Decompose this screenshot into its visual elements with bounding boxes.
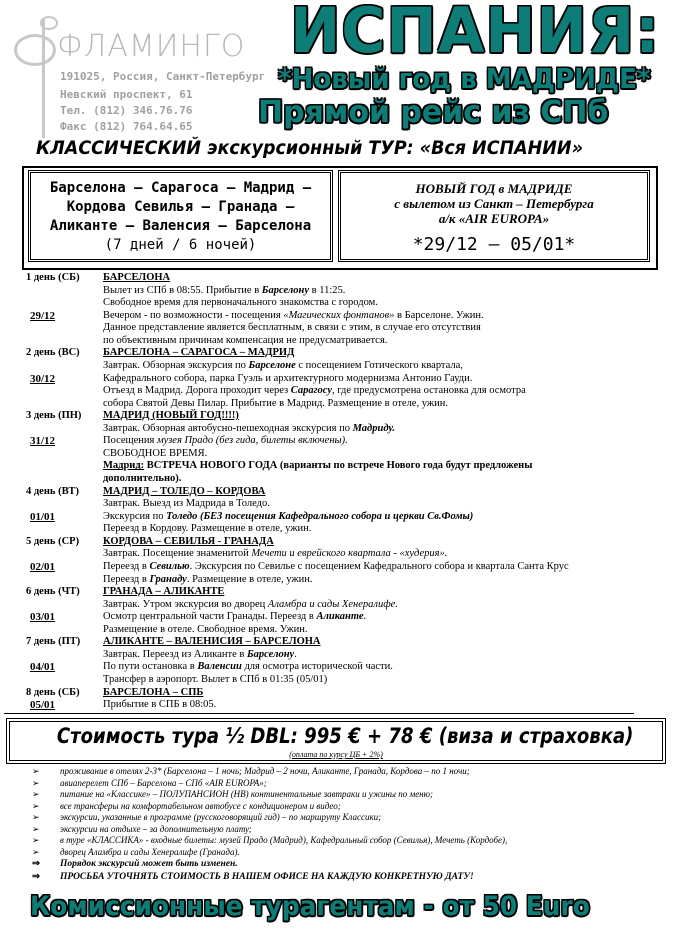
list-item xyxy=(32,812,662,824)
line-text: Трансфер в аэропорт. Вылет в СПб в 01:35 (05/01) xyxy=(103,674,328,685)
day-header-row xyxy=(0,687,674,700)
itinerary-line xyxy=(0,561,674,574)
title: ИСПАНИЯ: xyxy=(290,0,661,67)
price-box xyxy=(6,718,666,764)
day-title: БАРСЕЛОНА – САРАГОСА – МАДРИД xyxy=(103,347,295,359)
subtitle: *Новый год в МАДРИДЕ* xyxy=(278,62,651,95)
itinerary-line xyxy=(0,310,674,323)
line-text xyxy=(103,548,447,561)
itinerary-line xyxy=(0,661,674,674)
warning-item xyxy=(32,871,662,884)
itinerary-line xyxy=(0,599,674,612)
logo-flamingo-head-icon xyxy=(40,16,58,30)
item-text: экскурсии на отдыхе – за дополнительную плату; xyxy=(60,823,252,834)
text-segment: Отъезд в Мадрид. Дорога проходит через xyxy=(103,385,291,397)
itinerary-line xyxy=(0,435,674,448)
ny-line: НОВЫЙ ГОД в МАДРИДЕ xyxy=(415,181,573,196)
text-segment: в Барселоне. Ужин. xyxy=(394,309,484,321)
bullet-arrow-icon: ➢ xyxy=(32,823,40,834)
itinerary-line xyxy=(0,322,674,335)
day-date: 29/12 xyxy=(30,309,56,322)
text-segment: Вылет из СПб в 08:55. Прибытие в xyxy=(103,284,262,296)
line-text xyxy=(103,423,395,436)
text-segment: Переезд в xyxy=(103,573,150,585)
bullet-arrow-icon: ➢ xyxy=(32,846,40,857)
text-segment: Завтрак. Обзорная автобусно-пешеходная экскурсия по xyxy=(103,422,353,434)
text-segment: ВСТРЕЧА НОВОГО ГОДА (варианты по встрече Нового года будут предложены xyxy=(144,460,533,472)
day-title: МАДРИД – ТОЛЕДО – КОРДОВА xyxy=(103,485,266,497)
line-text xyxy=(103,661,393,674)
text-segment: дополнительно). xyxy=(103,473,182,484)
line-text: СВОБОДНОЕ ВРЕМЯ. xyxy=(103,447,208,459)
bullet-arrow-icon: ➢ xyxy=(32,766,40,776)
logo-flamingo-body-icon xyxy=(14,34,56,66)
divider xyxy=(4,713,634,714)
text-segment: Мадриду. xyxy=(352,422,396,434)
itinerary-line xyxy=(0,624,674,637)
price: Стоимость тура ½ DBL: 995 € + 78 € (виза и страховка) xyxy=(56,724,634,748)
text-segment: Завтрак. Переезд из Аликанте в xyxy=(103,648,247,660)
ny-line: с вылетом из Санкт – Петербурга xyxy=(394,196,594,211)
text-segment: Посещения xyxy=(103,435,157,447)
text-segment: Экскурсия по xyxy=(103,510,167,522)
tour-dates: *29/12 – 05/01* xyxy=(412,234,576,255)
day-label: 4 день (ВТ) xyxy=(26,485,79,497)
itinerary-line xyxy=(0,649,674,662)
itinerary-line xyxy=(0,335,674,348)
day-header-row xyxy=(0,636,674,649)
itinerary-line xyxy=(0,285,674,298)
text-segment: Гранаду xyxy=(149,573,187,585)
bullet-arrow-icon: ➢ xyxy=(32,800,40,811)
day-date: 02/01 xyxy=(30,560,56,573)
includes-list xyxy=(32,766,662,884)
agent-commission: Комиссионные турагентам - от 50 Euro xyxy=(30,891,590,922)
bullet-arrow-icon: ➢ xyxy=(32,789,40,799)
day-label: 2 день (ВС) xyxy=(26,347,80,359)
line-text: Размещение в отеле. Свободное время. Ужин. xyxy=(103,623,308,635)
line-text xyxy=(103,611,366,624)
line-text xyxy=(103,360,463,373)
logo-brand: ФЛАМИНГО xyxy=(57,29,246,64)
line-text xyxy=(103,561,569,574)
list-item xyxy=(32,824,662,836)
bullet-arrow-icon: ➢ xyxy=(32,777,40,788)
day-title: БАРСЕЛОНА xyxy=(103,272,171,283)
day-label: 8 день (СБ) xyxy=(26,686,80,698)
route-line: Аликанте – Валенсия – Барселона xyxy=(49,218,312,234)
day-date: 31/12 xyxy=(30,435,56,448)
text-segment: Переезд в xyxy=(103,560,150,572)
itinerary-line xyxy=(0,611,674,624)
text-segment: Мечети и еврейского квартала - «худерия». xyxy=(251,548,448,560)
day-label: 5 день (СР) xyxy=(26,535,80,547)
day-date: 03/01 xyxy=(30,611,56,624)
text-segment: Мадрид: xyxy=(103,460,145,472)
text-segment: Барселону xyxy=(246,648,295,660)
line-text xyxy=(103,435,348,448)
line-text: собора Святой Девы Пилар. Прибытие в Мадрид. Размещение в отеле, ужин. xyxy=(103,397,448,409)
text-segment: Барселоне xyxy=(248,359,296,371)
itinerary-line xyxy=(0,423,674,436)
text-segment: Вечером - по возможности - посещения xyxy=(103,309,284,321)
line-text: Свободное время для первоначального знакомства с городом. xyxy=(103,297,378,309)
day-label: 3 день (ПН) xyxy=(26,410,82,422)
text-segment: Осмотр центральной части Гранады. Переезд в xyxy=(103,611,317,623)
day-date: 05/01 xyxy=(30,699,56,712)
route-box xyxy=(28,170,333,262)
day-label: 1 день (СБ) xyxy=(26,272,80,283)
item-text: в туре «КЛАССИКА» - входные билеты: музей Прадо (Мадрид), Кафедральный собор (Севилья), Мечеть (Кордобе), xyxy=(60,835,508,845)
day-title: ГРАНАДА – АЛИКАНТЕ xyxy=(103,586,225,598)
line-text xyxy=(103,599,398,612)
itinerary-line xyxy=(0,385,674,398)
line-text xyxy=(103,649,297,662)
line-text xyxy=(103,460,532,473)
item-text: проживание в отелях 2-3* (Барселона – 1 ночь; Мадрид – 2 ночи, Аликанте, Гранада, Кордова – по 1 ночи; xyxy=(60,766,470,776)
day-header-row xyxy=(0,347,674,360)
itinerary-line xyxy=(0,473,674,486)
day-date: 01/01 xyxy=(30,510,56,523)
itinerary xyxy=(0,272,674,712)
duration: (7 дней / 6 ночей) xyxy=(104,237,257,253)
text-segment: «Магических фонтанов» xyxy=(283,309,395,321)
text-segment: Завтрак. Утром экскурсия во дворец xyxy=(103,598,268,610)
text-segment: музея Прадо (без гида, билеты включены). xyxy=(156,435,348,447)
itinerary-line xyxy=(0,523,674,536)
line-text xyxy=(103,310,484,323)
itinerary-line xyxy=(0,699,674,712)
list-item xyxy=(32,835,662,847)
flight-info: Прямой рейс из СПб xyxy=(258,95,609,130)
item-text: авиаперелет СПб – Барселона – СПб «AIR EUROPA»; xyxy=(60,777,267,788)
day-date: 04/01 xyxy=(30,661,56,674)
day-title: АЛИКАНТЕ – ВАЛЕНИСИЯ – БАРСЕЛОНА xyxy=(103,636,321,648)
itinerary-line xyxy=(0,674,674,687)
day-header-row xyxy=(0,586,674,599)
line-text xyxy=(103,574,312,587)
itinerary-line xyxy=(0,511,674,524)
itinerary-line xyxy=(0,548,674,561)
line-text: Переезд в Кордову. Размещение в отеле, ужин. xyxy=(103,523,312,535)
itinerary-line xyxy=(0,398,674,411)
phone: Тел. (812) 346.76.76 xyxy=(60,104,193,117)
day-label: 7 день (ПТ) xyxy=(26,636,81,648)
text-segment: . Размещение в отеле, ужин. xyxy=(186,573,313,585)
itinerary-line xyxy=(0,297,674,310)
text-segment: Валенсии xyxy=(197,661,242,673)
text-segment: с посещением Готического квартала, xyxy=(295,359,463,371)
day-title: МАДРИД (НОВЫЙ ГОД!!!!) xyxy=(103,410,239,422)
text-segment: Завтрак. Обзорная экскурсия по xyxy=(103,359,249,371)
day-header-row xyxy=(0,272,674,285)
list-item xyxy=(32,847,662,859)
route-line: Барселона – Сарагоса – Мадрид – xyxy=(49,180,312,196)
address-line: 191025, Россия, Санкт-Петербург xyxy=(60,70,266,83)
text-segment: Сарагосу xyxy=(290,385,332,397)
day-header-row xyxy=(0,536,674,549)
text-segment: . Экскурсия по Севилье с посещением Кафедрального собора и квартала Санта Крус xyxy=(189,560,569,572)
price-note: (оплата по курсу ЦБ + 2%) xyxy=(289,750,383,759)
day-header-row xyxy=(0,410,674,423)
itinerary-line xyxy=(0,498,674,511)
bullet-arrow-icon: ➢ xyxy=(32,835,40,845)
itinerary-line xyxy=(0,448,674,461)
bullet-arrow-icon: ➢ xyxy=(32,812,40,822)
fax: Факс (812) 764.64.65 xyxy=(60,120,193,133)
line-text xyxy=(103,473,181,486)
list-item xyxy=(32,766,662,778)
text-segment: Севилью xyxy=(149,560,190,572)
text-segment: для осмотра исторической части. xyxy=(241,661,393,673)
double-arrow-icon: ⇒ xyxy=(32,859,40,869)
double-arrow-icon: ⇒ xyxy=(32,872,40,882)
line-text xyxy=(103,385,526,398)
line-text: Прибытие в СПБ в 08:05. xyxy=(103,699,217,711)
route-line: Кордова Севилья – Гранада – xyxy=(66,199,295,215)
text-segment: По пути остановка в xyxy=(103,661,198,673)
line-text: Завтрак. Выезд из Мадрида в Толедо. xyxy=(103,498,270,510)
item-text: дворец Аламбра и сады Хенералифе (Гранада). xyxy=(60,846,240,857)
line-text: по объективным причинам компенсация не предусматривается. xyxy=(103,334,388,346)
warning-text: Порядок экскурсий может быть изменен. xyxy=(60,859,238,869)
warning-item xyxy=(32,858,662,871)
list-item xyxy=(32,801,662,813)
list-item xyxy=(32,789,662,801)
text-segment: , где предусмотрена остановка для осмотра xyxy=(332,385,526,397)
text-segment: в 11:25. xyxy=(309,284,346,296)
address-line: Невский проспект, 61 xyxy=(60,88,193,101)
text-segment: Аликанте xyxy=(316,611,364,623)
text-segment: Толедо (БЕЗ посещения Кафедрального собора и церкви Св.Фомы) xyxy=(166,510,474,522)
line-text: Кафедрального собора, парка Гуэль и архитектурного модернизма Антонио Гауди. xyxy=(103,372,473,384)
list-item xyxy=(32,778,662,790)
itinerary-line xyxy=(0,373,674,386)
day-label: 6 день (ЧТ) xyxy=(26,586,80,598)
item-text: питание на «Классике» – ПОЛУПАНСИОН (HB) континентальные завтраки и ужины по меню; xyxy=(60,789,433,799)
text-segment: . xyxy=(294,648,297,660)
line-text xyxy=(103,511,473,524)
day-title: КОРДОВА – СЕВИЛЬЯ - ГРАНАДА xyxy=(103,535,274,547)
item-text: экскурсии, указанные в программе (русскоговорящий гид) – по маршруту Классики; xyxy=(60,812,382,822)
ny-line: а/к «AIR EUROPA» xyxy=(438,211,550,226)
day-date: 30/12 xyxy=(30,372,56,385)
day-header-row xyxy=(0,486,674,499)
line-text xyxy=(103,285,345,298)
item-text: все трансферы на комфортабельном автобусе с кондиционером и видео; xyxy=(60,800,341,811)
tour-name: КЛАССИЧЕСКИЙ экскурсионный ТУР: «Вся ИСПАНИИ» xyxy=(36,137,583,159)
text-segment: Барселону xyxy=(261,284,310,296)
itinerary-line xyxy=(0,574,674,587)
text-segment: Завтрак. Посещение знаменитой xyxy=(103,548,252,560)
line-text: Данное представление является бесплатным, в связи с этим, в случае его отсутствия xyxy=(103,322,481,334)
itinerary-line xyxy=(0,360,674,373)
itinerary-line xyxy=(0,460,674,473)
text-segment: Аламбра и сады Хенералифе. xyxy=(267,598,398,610)
warning-text: ПРОСЬБА УТОЧНЯТЬ СТОИМОСТЬ В НАШЕМ ОФИСЕ НА КАЖДУЮ КОНКРЕТНУЮ ДАТУ! xyxy=(60,872,474,882)
text-segment: . xyxy=(363,611,367,623)
day-title: БАРСЕЛОНА – СПБ xyxy=(103,686,204,698)
new-year-box xyxy=(338,170,650,262)
